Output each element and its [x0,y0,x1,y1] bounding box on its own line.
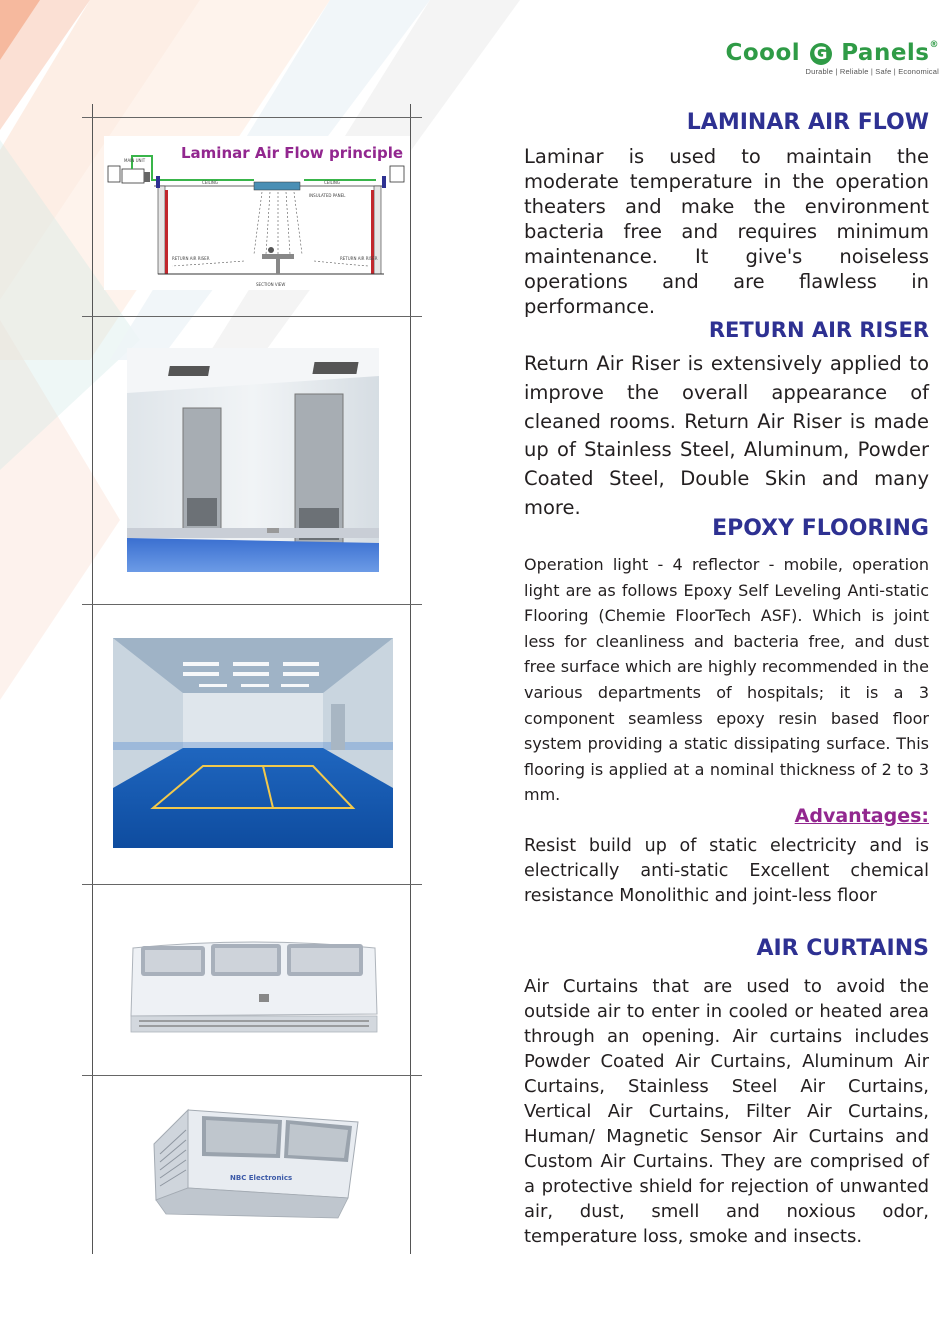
logo-wordmark [725,40,939,66]
air-curtains-heading: AIR CURTAINS [756,936,929,961]
logo-text-part: ol [775,40,801,66]
svg-text:MAIN UNIT: MAIN UNIT [124,158,146,163]
logo-registered-mark: ® [929,40,939,50]
svg-text:CEILING: CEILING [202,180,218,185]
return-air-body: Return Air Riser is extensively applied to improve the overall appearance of cleaned rooms. Return Air Riser is made up of Stainless Steel, Aluminum, Powder Coated Steel, Double Skin and many more. [524,352,929,519]
grid-row-divider [82,316,422,317]
grid-row-divider [82,884,422,885]
grid-line-left [92,104,93,1254]
svg-text:INSULATED PANEL: INSULATED PANEL [309,193,346,198]
laminar-body: Laminar is used to maintain the moderate temperature in the operation theaters and make the environment bacteria free and requires minimum maintenance. It give's noiseless operations and are flawless in performance. [524,145,929,318]
air-curtain-photo [125,936,383,1046]
logo-text-part: Panels [841,40,930,66]
product-label: NBC Electronics [230,1174,293,1182]
return-air-riser-photo [127,348,379,572]
epoxy-heading: EPOXY FLOORING [712,516,929,541]
grid-row-divider [82,1075,422,1076]
advantages-heading: Advantages: [794,805,929,827]
epoxy-flooring-photo [113,638,393,848]
logo-tagline: Durable | Reliable | Safe | Economical [805,67,939,76]
laminar-heading: LAMINAR AIR FLOW [686,110,929,135]
air-curtain-angled-photo [148,1100,368,1230]
logo-text-part: Co [725,40,760,66]
laminar-air-flow-diagram [104,136,410,290]
svg-text:CEILING: CEILING [324,180,340,185]
grid-row-divider [82,604,422,605]
grid-line-right [410,104,411,1254]
air-curtains-body: Air Curtains that are used to avoid the outside air to enter in cooled or heated area through an opening. Air curtains includes Powder Coated Air Curtains, Aluminum Air Curtains, Stainless Steel Air Curtains, Vertical Air Curtains, Filter Air Curtains, Human/ Magnetic Sensor Air Curtains and Custom Air Curtains. They are comprised of a protective shield for rejection of unwanted air, dust, smell and noxious odor, temperature loss, smoke and insects. [524,976,929,1247]
svg-text:SECTION VIEW: SECTION VIEW [256,282,286,287]
epoxy-body: Operation light - 4 reflector - mobile, operation light are as follows Epoxy Self Leveling Anti-static Flooring (Chemie FloorTech ASF). Which is joint less for cleanliness and bacteria free, and dust free surface which are highly recommended in the various departments of hospitals; it is a 3 component seamless epoxy resin based floor system providing a static dissipating surface. This flooring is applied at a nominal thickness of 2 to 3 mm. [524,555,929,805]
brand-logo [725,40,939,76]
logo-badge-icon: G [810,43,832,65]
svg-text:RETURN AIR RISER: RETURN AIR RISER [172,256,210,261]
svg-text:RETURN AIR RISER: RETURN AIR RISER [340,256,378,261]
grid-row-divider [82,117,422,118]
diagram-title: Laminar Air Flow principle [181,144,404,162]
logo-o-glyph: o [759,40,776,66]
return-air-heading: RETURN AIR RISER [708,318,929,342]
advantages-body: Resist build up of static electricity and is electrically anti-static Excellent chemical resistance Monolithic and joint-less floor [524,836,929,906]
